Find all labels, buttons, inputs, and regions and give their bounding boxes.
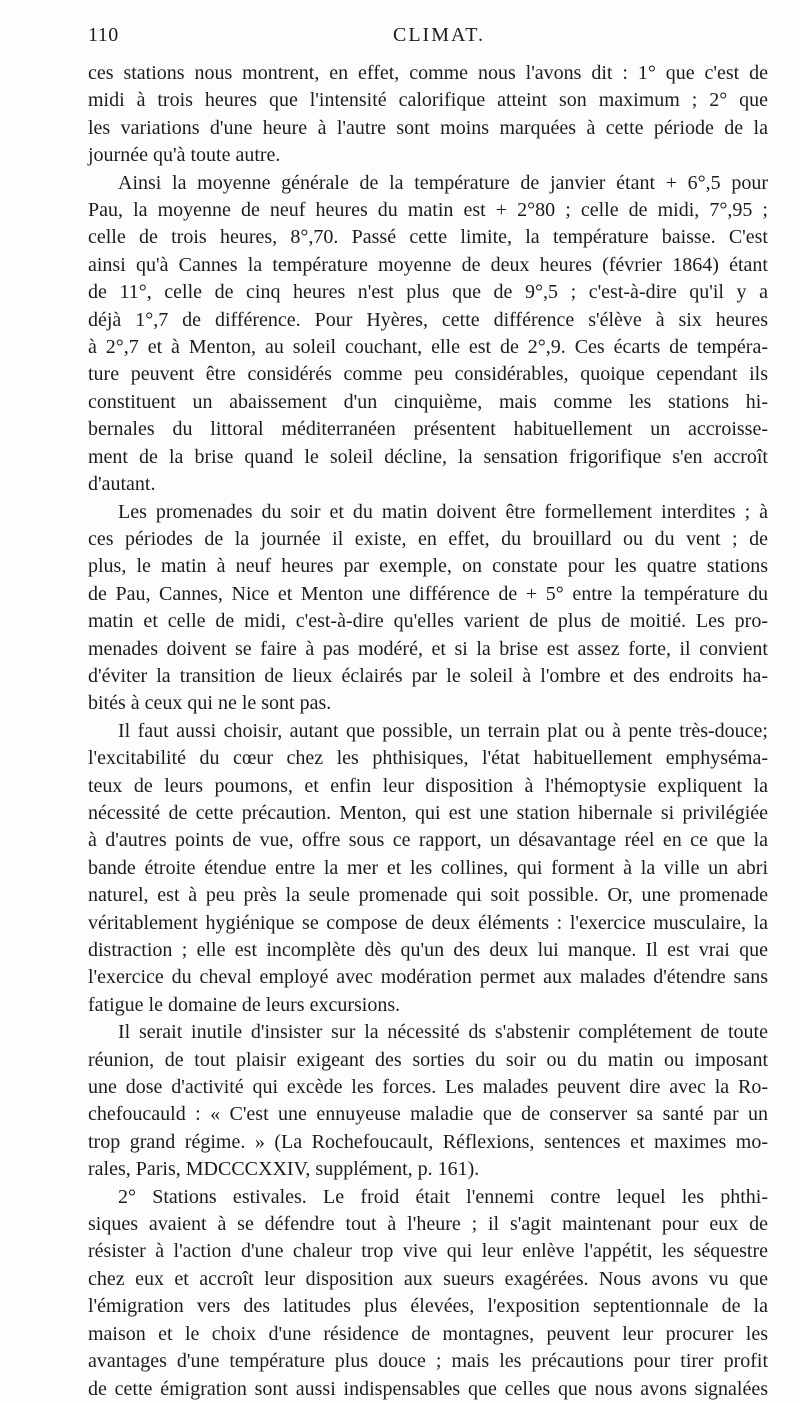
text-line: fatigue le domaine de leurs excursions.: [88, 993, 401, 1016]
text-line: 2° Stations estivales. Le froid était l'ennemi contre lequel les phthi-: [118, 1185, 768, 1208]
text-line: Il faut aussi choisir, autant que possible, un terrain plat ou à pente très-douce;: [118, 719, 768, 742]
text-line: journée qu'à toute autre.: [88, 144, 281, 167]
text-line: déjà 1°,7 de différence. Pour Hyères, cette différence s'élève à six heures: [88, 308, 768, 331]
running-title: CLIMAT.: [393, 24, 485, 46]
paragraph: [88, 718, 768, 1019]
text-line: à 2°,7 et à Menton, au soleil couchant, elle est de 2°,9. Ces écarts de tempéra-: [88, 336, 768, 359]
text-line: l'émigration vers des latitudes plus élevées, l'exposition septentionnale de la: [88, 1295, 768, 1318]
text-line: les variations d'une heure à l'autre sont moins marquées à cette période de la: [88, 116, 768, 139]
text-line: constituent un abaissement d'un cinquième, mais comme les stations hi-: [88, 390, 768, 413]
text-line: ment de la brise quand le soleil décline, la sensation frigorifique s'en accroît: [88, 445, 768, 468]
text-line: ture peuvent être considérés comme peu considérables, quoique cependant ils: [88, 363, 768, 386]
text-line: Il serait inutile d'insister sur la nécessité ds s'abstenir complétement de toute: [118, 1021, 768, 1044]
text-line: de 11°, celle de cinq heures n'est plus que de 9°,5 ; c'est-à-dire qu'il y a: [88, 281, 768, 304]
text-line: l'excitabilité du cœur chez les phthisiques, l'état habituellement emphyséma-: [88, 747, 768, 770]
text-line: chez eux et accroît leur disposition aux sueurs exagérées. Nous avons vu que: [88, 1267, 768, 1290]
text-line: de Pau, Cannes, Nice et Menton une différence de + 5° entre la température du: [88, 582, 768, 605]
text-line: teux de leurs poumons, et enfin leur disposition à l'hémoptysie expliquent la: [88, 774, 768, 797]
text-line: Les promenades du soir et du matin doivent être formellement interdites ; à: [118, 500, 768, 523]
text-line: chefoucauld : « C'est une ennuyeuse maladie que de conserver sa santé par un: [88, 1103, 768, 1126]
paragraph: [88, 1019, 768, 1183]
text-line: maison et le choix d'une résidence de montagnes, peuvent leur procurer les: [88, 1322, 768, 1345]
text-line: distraction ; elle est incomplète dès qu'un des deux lui manque. Il est vrai que: [88, 939, 768, 961]
text-line: rales, Paris, MDCCCXXIV, supplément, p. 161).: [88, 1158, 480, 1181]
text-line: bités à ceux qui ne le sont pas.: [88, 692, 332, 715]
text-line: bernales du littoral méditerranéen présentent habituellement un accroisse-: [88, 418, 768, 441]
body-text: [88, 60, 768, 1403]
text-line: avantages d'une température plus douce ; mais les précautions pour tirer profit: [88, 1350, 768, 1373]
text-line: siques avaient à se défendre tout à l'heure ; il s'agit maintenant pour eux de: [88, 1213, 768, 1236]
paragraph: [88, 170, 768, 499]
paragraph: [88, 499, 768, 718]
text-line: plus, le matin à neuf heures par exemple, on constate pour les quatre stations: [88, 555, 768, 578]
text-line: celle de trois heures, 8°,70. Passé cette limite, la température baisse. C'est: [88, 226, 768, 249]
text-line: naturel, est à peu près la seule promenade qui soit possible. Or, une promenade: [88, 884, 768, 907]
page-number: 110: [88, 24, 119, 46]
text-line: midi à trois heures que l'intensité calorifique atteint son maximum ; 2° que: [88, 89, 768, 112]
text-line: une dose d'activité qui excède les forces. Les malades peuvent dire avec la Ro-: [88, 1076, 768, 1099]
text-line: de cette émigration sont aussi indispensables que celles que nous avons signalées: [88, 1377, 768, 1400]
paragraph: [88, 1184, 768, 1403]
text-line: menades doivent se faire à pas modéré, et si la brise est assez forte, il convient: [88, 637, 768, 660]
text-line: d'éviter la transition de lieux éclairés par le soleil à l'ombre et des endroits ha-: [88, 664, 768, 687]
text-line: ainsi qu'à Cannes la température moyenne de deux heures (février 1864) étant: [88, 253, 768, 276]
text-line: d'autant.: [88, 473, 156, 496]
text-line: ces périodes de la journée il existe, en effet, du brouillard ou du vent ; de: [88, 527, 768, 550]
text-line: nécessité de cette précaution. Menton, qui est une station hibernale si privilégiée: [88, 801, 768, 824]
paragraph: [88, 60, 768, 170]
text-line: ces stations nous montrent, en effet, comme nous l'avons dit : 1° que c'est de: [88, 62, 768, 84]
text-line: matin et celle de midi, c'est-à-dire qu'elles varient de plus de moitié. Les pro-: [88, 610, 768, 633]
text-line: trop grand régime. » (La Rochefoucault, Réflexions, sentences et maximes mo-: [88, 1130, 768, 1153]
text-line: résister à l'action d'une chaleur trop vive qui leur enlève l'appétit, les séquestre: [88, 1240, 768, 1263]
text-line: véritablement hygiénique se compose de deux éléments : l'exercice musculaire, la: [88, 911, 768, 934]
text-line: bande étroite étendue entre la mer et les collines, qui forment à la ville un abri: [88, 856, 768, 879]
text-line: Ainsi la moyenne générale de la température de janvier étant + 6°,5 pour: [118, 171, 768, 194]
text-line: l'exercice du cheval employé avec modération permet aux malades d'étendre sans: [88, 966, 768, 989]
text-line: réunion, de tout plaisir exigeant des sorties du soir ou du matin ou imposant: [88, 1048, 768, 1071]
text-line: à d'autres points de vue, offre sous ce rapport, un désavantage réel en ce que la: [88, 829, 768, 852]
text-line: Pau, la moyenne de neuf heures du matin est + 2°80 ; celle de midi, 7°,95 ;: [88, 199, 768, 222]
running-head: [88, 24, 770, 52]
